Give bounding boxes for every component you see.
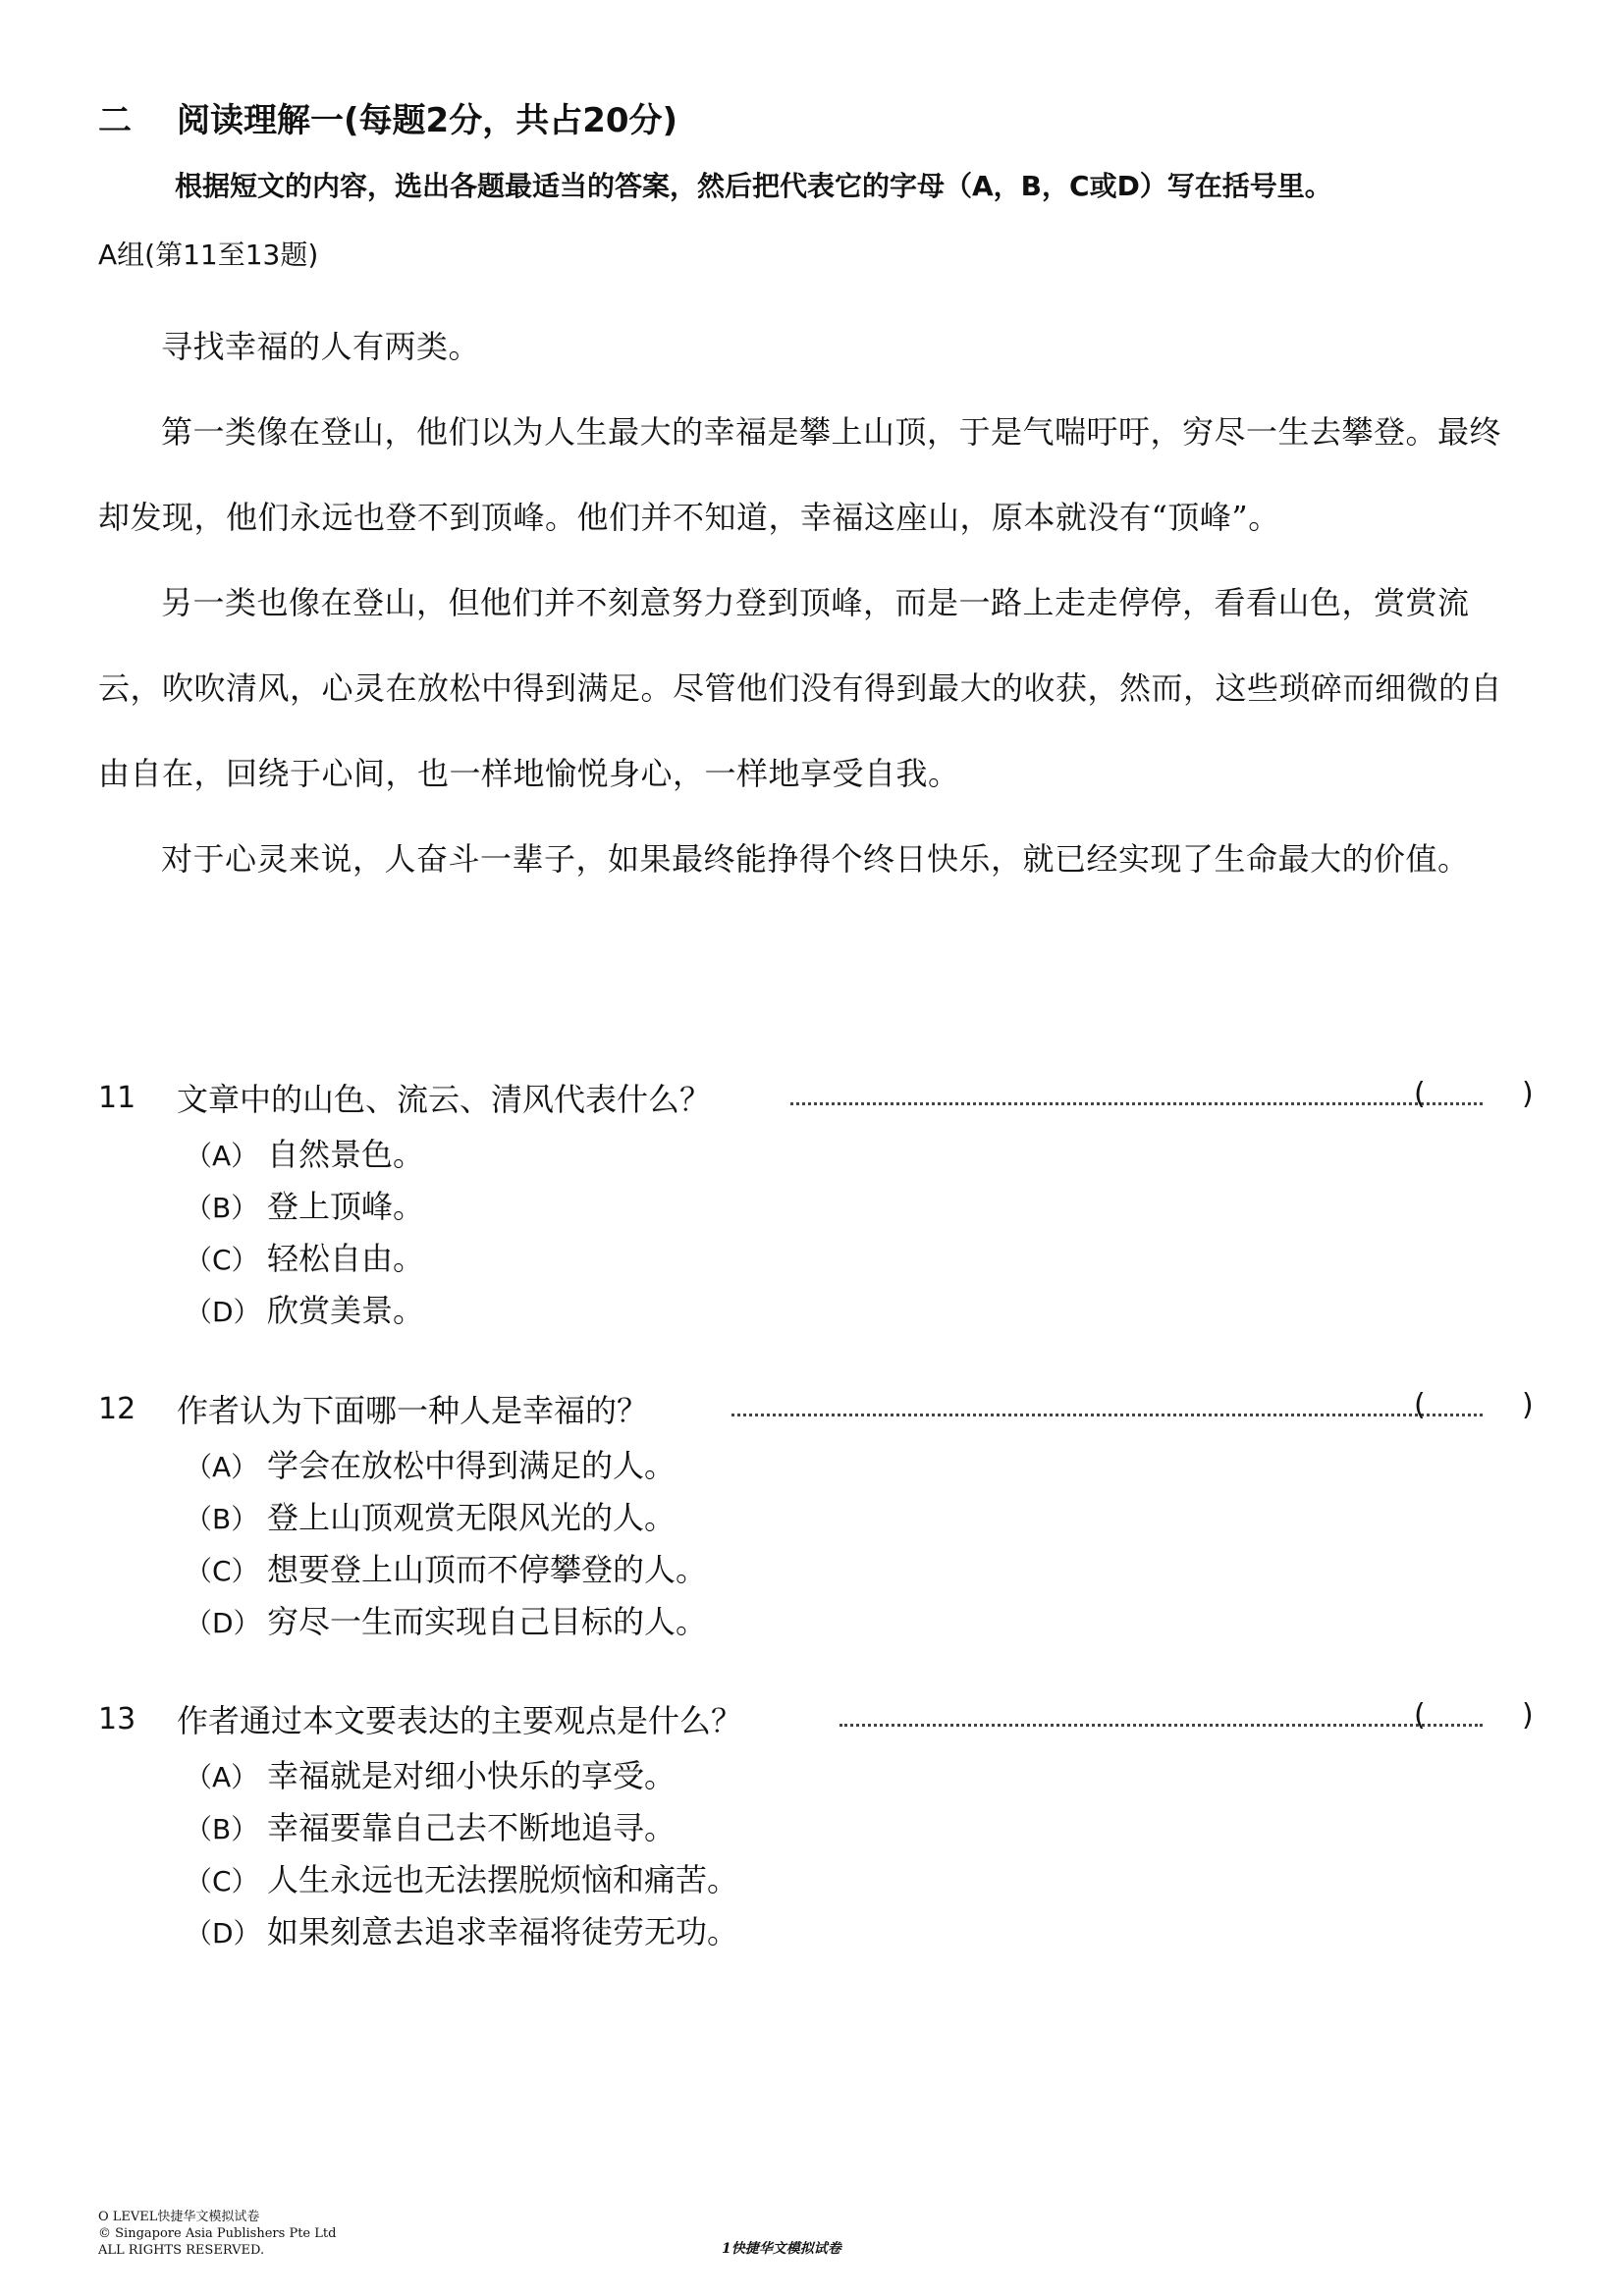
option-a	[185, 1441, 1532, 1493]
section-number: 二	[98, 101, 132, 140]
option-text: 幸福就是对细小快乐的享受。	[267, 1757, 677, 1794]
option-d	[185, 1286, 1532, 1338]
option-letter: （A）	[185, 1761, 259, 1793]
option-letter: （C）	[185, 1244, 259, 1276]
option-text: 幸福要靠自己去不断地追寻。	[267, 1809, 677, 1846]
option-b	[185, 1493, 1532, 1545]
option-text: 穷尽一生而实现自己目标的人。	[267, 1603, 708, 1640]
answer-bracket-open: (	[1414, 1077, 1426, 1111]
option-text: 登上顶峰。	[267, 1188, 425, 1225]
option-letter: （B）	[185, 1192, 259, 1224]
footer-line: ALL RIGHTS RESERVED.	[98, 2243, 265, 2258]
question-number: 13	[98, 1702, 136, 1736]
option-text: 想要登上山顶而不停攀登的人。	[267, 1551, 708, 1588]
passage-paragraph: 另一类也像在登山，但他们并不刻意努力登到顶峰，而是一路上走走停停，看看山色，赏赏流云，吹吹清风，心灵在放松中得到满足。尽管他们没有得到最大的收获，然而，这些琐碎而细微的自由自在，回绕于心间，也一样地愉悦身心，一样地享受自我。	[98, 584, 1503, 792]
question-13	[98, 1696, 1532, 1959]
option-text: 登上山顶观赏无限风光的人。	[267, 1499, 677, 1536]
answer-bracket-open: (	[1414, 1388, 1426, 1422]
answer-bracket-close: )	[1522, 1077, 1534, 1111]
passage-paragraph: 对于心灵来说，人奋斗一辈子，如果最终能挣得个终日快乐，就已经实现了生命最大的价值。	[161, 840, 1470, 878]
option-d	[185, 1907, 1532, 1959]
footer-line: © Singapore Asia Publishers Pte Ltd	[98, 2226, 337, 2241]
answer-leader-dots	[731, 1414, 1483, 1416]
option-b	[185, 1803, 1532, 1855]
footer-copyright	[98, 2209, 336, 2259]
option-c	[185, 1545, 1532, 1597]
answer-bracket-open: (	[1414, 1698, 1426, 1733]
answer-leader-dots	[839, 1724, 1483, 1727]
option-letter: （D）	[185, 1917, 261, 1949]
option-text: 学会在放松中得到满足的人。	[267, 1447, 677, 1484]
question-number: 11	[98, 1081, 136, 1115]
question-12	[98, 1386, 1532, 1649]
option-b	[185, 1182, 1532, 1234]
option-text: 欣赏美景。	[267, 1292, 425, 1329]
option-a	[185, 1130, 1532, 1182]
reading-passage	[98, 304, 1532, 902]
option-letter: （A）	[185, 1140, 259, 1172]
question-stem: 作者认为下面哪一种人是幸福的？	[177, 1386, 662, 1431]
question-11	[98, 1075, 1532, 1338]
question-number: 12	[98, 1392, 136, 1426]
passage-paragraph: 寻找幸福的人有两类。	[161, 328, 481, 365]
instructions: 根据短文的内容，选出各题最适当的答案，然后把代表它的字母（A，B，C或D）写在括号里。	[175, 170, 1332, 202]
option-letter: （B）	[185, 1813, 259, 1845]
answer-leader-dots	[790, 1102, 1483, 1105]
option-letter: （C）	[185, 1555, 259, 1587]
option-a	[185, 1751, 1532, 1803]
option-letter: （D）	[185, 1607, 261, 1639]
option-d	[185, 1597, 1532, 1649]
section-title-text: 阅读理解一(每题2分，共占20分)	[177, 101, 678, 140]
page-footer-title	[722, 2238, 841, 2258]
footer-book-title: 快捷华文模拟试卷	[731, 2241, 841, 2257]
option-letter: （C）	[185, 1865, 259, 1897]
option-letter: （A）	[185, 1451, 259, 1483]
group-label: A组(第11至13题)	[98, 239, 319, 271]
question-stem: 作者通过本文要表达的主要观点是什么？	[177, 1696, 756, 1741]
option-c	[185, 1234, 1532, 1286]
answer-bracket-close: )	[1522, 1388, 1534, 1422]
option-c	[185, 1855, 1532, 1907]
footer-line: O LEVEL快捷华文模拟试卷	[98, 2210, 260, 2224]
option-text: 如果刻意去追求幸福将徒劳无功。	[267, 1913, 739, 1950]
page-number: 1	[722, 2241, 731, 2257]
answer-bracket-close: )	[1522, 1698, 1534, 1733]
option-text: 轻松自由。	[267, 1240, 425, 1277]
section-title	[98, 93, 677, 141]
option-text: 人生永远也无法摆脱烦恼和痛苦。	[267, 1861, 739, 1898]
option-letter: （D）	[185, 1296, 261, 1328]
passage-paragraph: 第一类像在登山，他们以为人生最大的幸福是攀上山顶，于是气喘吁吁，穷尽一生去攀登。最终却发现，他们永远也登不到顶峰。他们并不知道，幸福这座山，原本就没有“顶峰”。	[98, 413, 1502, 536]
question-stem: 文章中的山色、流云、清风代表什么？	[177, 1075, 725, 1120]
option-text: 自然景色。	[267, 1136, 425, 1173]
option-letter: （B）	[185, 1503, 259, 1535]
